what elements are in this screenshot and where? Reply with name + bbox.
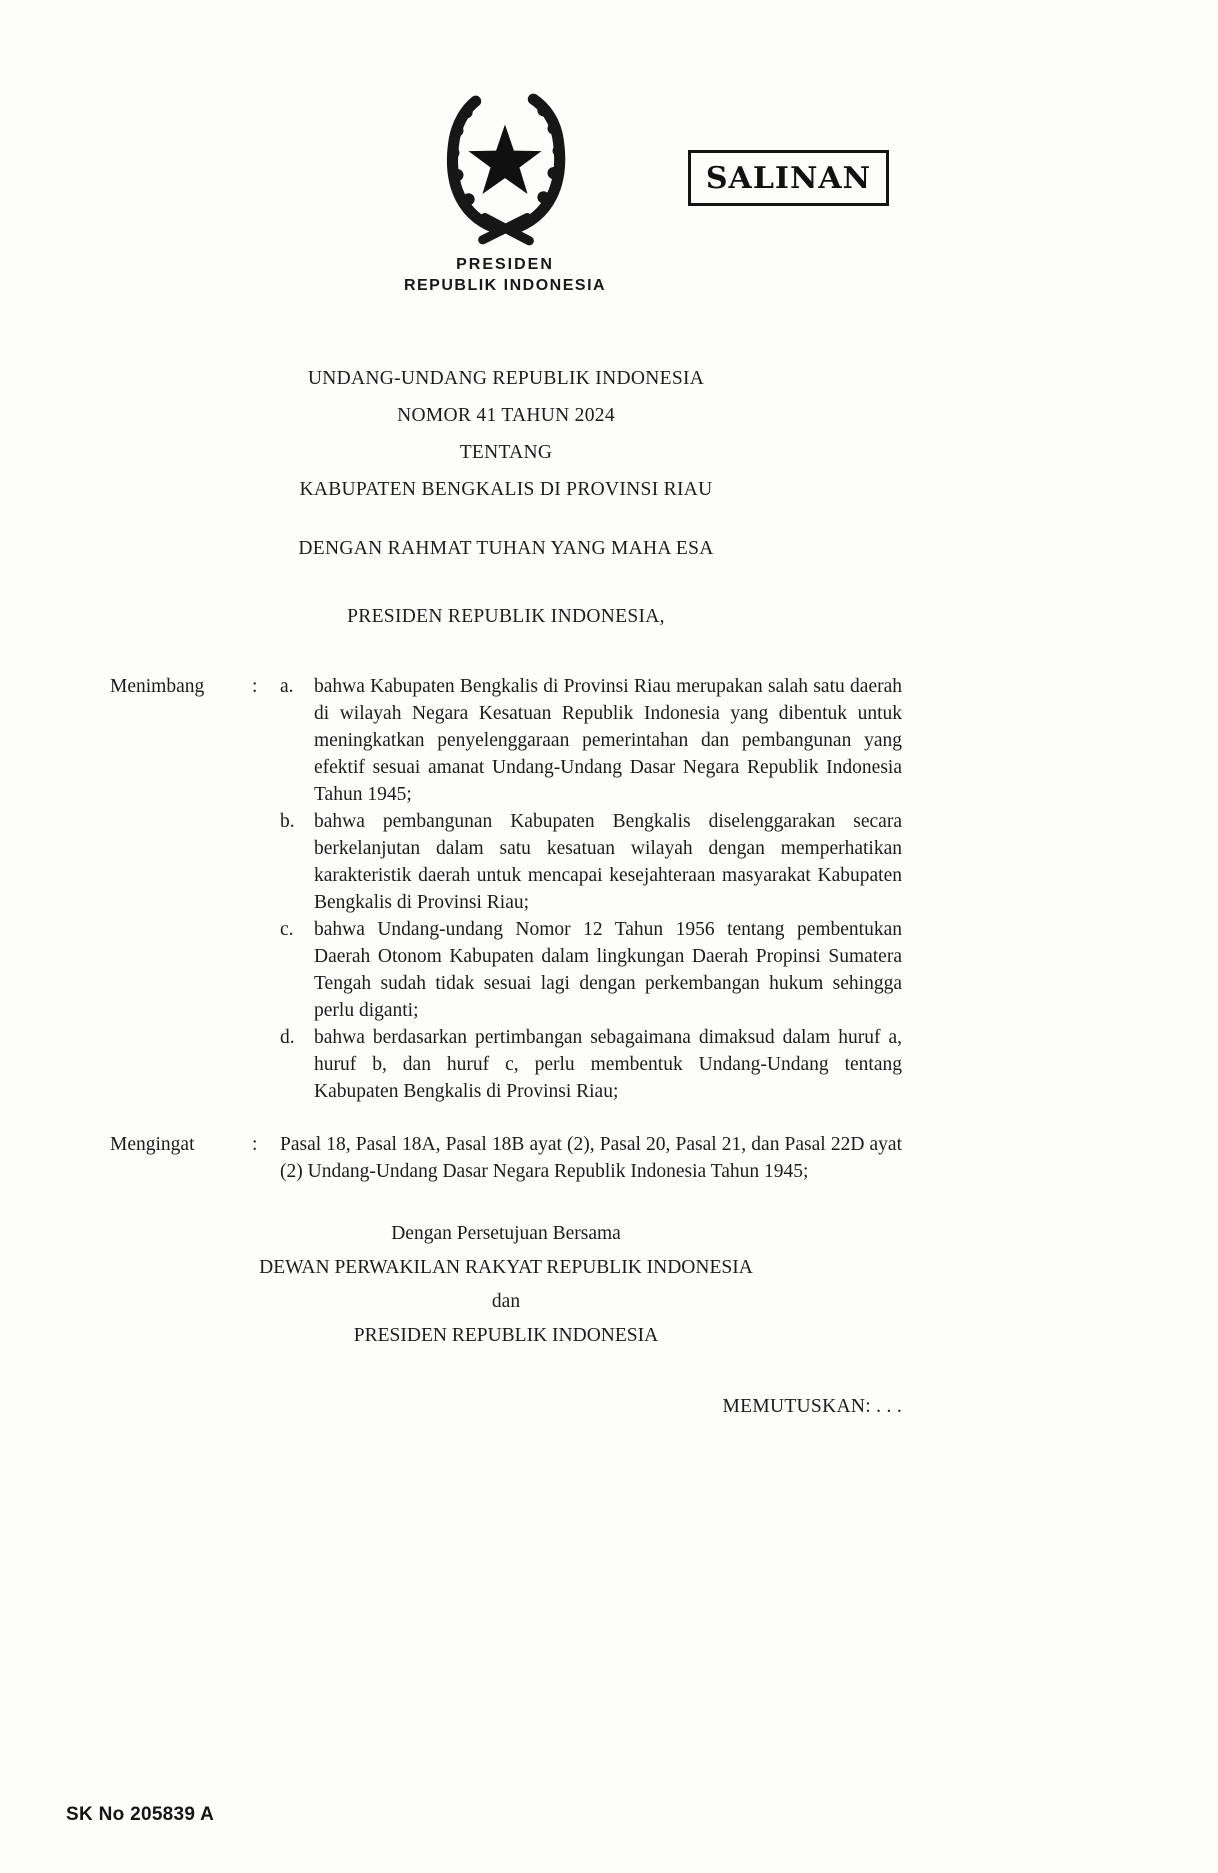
menimbang-item-c [280, 916, 902, 1024]
authority-line: PRESIDEN REPUBLIK INDONESIA, [347, 606, 665, 627]
title-line-4: KABUPATEN BENGKALIS DI PROVINSI RIAU [299, 479, 713, 500]
item-text: bahwa pembangunan Kabupaten Bengkalis diselenggarakan secara berkelanjutan dalam satu kesatuan wilayah dengan memperhatikan karakteristik daerah untuk mencapai kesejahteraan masyarakat Kabupaten Bengkalis di Provinsi Riau; [314, 811, 902, 913]
item-letter: d. [280, 1027, 295, 1048]
mengingat-text: Pasal 18, Pasal 18A, Pasal 18B ayat (2), Pasal 20, Pasal 21, dan Pasal 22D ayat (2) Undang-Undang Dasar Negara Republik Indonesia Tahun 1945; [280, 1134, 902, 1182]
document-body [110, 360, 902, 1420]
agreement-line-1: Dengan Persetujuan Bersama [391, 1223, 621, 1244]
national-emblem-icon [424, 86, 586, 256]
menimbang-item-d [280, 1024, 902, 1105]
menimbang-colon: : [252, 676, 258, 697]
salinan-stamp-box [688, 150, 889, 206]
mengingat-colon: : [252, 1134, 258, 1155]
letterhead-presiden: PRESIDEN [456, 256, 554, 273]
law-title [110, 360, 902, 508]
letterhead [0, 256, 1010, 295]
menimbang-label: Menimbang [110, 676, 205, 697]
title-line-1: UNDANG-UNDANG REPUBLIK INDONESIA [307, 368, 705, 389]
item-letter: a. [280, 676, 294, 697]
item-text: bahwa berdasarkan pertimbangan sebagaimana dimaksud dalam huruf a, huruf b, dan huruf c, perlu membentuk Undang-Undang tentang Kabupaten Bengkalis di Provinsi Riau; [314, 1027, 902, 1102]
document-control-number: SK No 205839 A [66, 1804, 215, 1825]
invocation-line: DENGAN RAHMAT TUHAN YANG MAHA ESA [298, 538, 714, 559]
memutuskan-line: MEMUTUSKAN: . . . [722, 1396, 902, 1417]
agreement-block [110, 1217, 902, 1353]
agreement-line-2: DEWAN PERWAKILAN RAKYAT REPUBLIK INDONESIA [259, 1257, 753, 1278]
menimbang-section [110, 673, 902, 1105]
title-line-3: TENTANG [459, 442, 553, 463]
item-letter: b. [280, 811, 295, 832]
item-text: bahwa Undang-undang Nomor 12 Tahun 1956 tentang pembentukan Daerah Otonom Kabupaten dalam lingkungan Daerah Propinsi Sumatera Tengah sudah tidak sesuai lagi dengan perkembangan hukum sehingga perlu diganti; [314, 919, 902, 1021]
mengingat-section [110, 1131, 902, 1185]
item-text: bahwa Kabupaten Bengkalis di Provinsi Riau merupakan salah satu daerah di wilayah Negara Kesatuan Republik Indonesia yang dibentuk untuk meningkatkan penyelenggaraan pemerintahan dan pembangunan yang efektif sesuai amanat Undang-Undang Dasar Negara Republik Indonesia Tahun 1945; [314, 676, 902, 805]
salinan-label: SALINAN [705, 160, 872, 196]
agreement-line-4: PRESIDEN REPUBLIK INDONESIA [353, 1325, 659, 1346]
mengingat-label: Mengingat [110, 1134, 195, 1155]
menimbang-items [280, 673, 902, 1105]
agreement-line-3: dan [491, 1291, 521, 1312]
menimbang-item-b [280, 808, 902, 916]
menimbang-item-a [280, 673, 902, 808]
item-letter: c. [280, 919, 294, 940]
title-line-2: NOMOR 41 TAHUN 2024 [397, 405, 615, 426]
letterhead-republik-indonesia: REPUBLIK INDONESIA [403, 277, 607, 294]
